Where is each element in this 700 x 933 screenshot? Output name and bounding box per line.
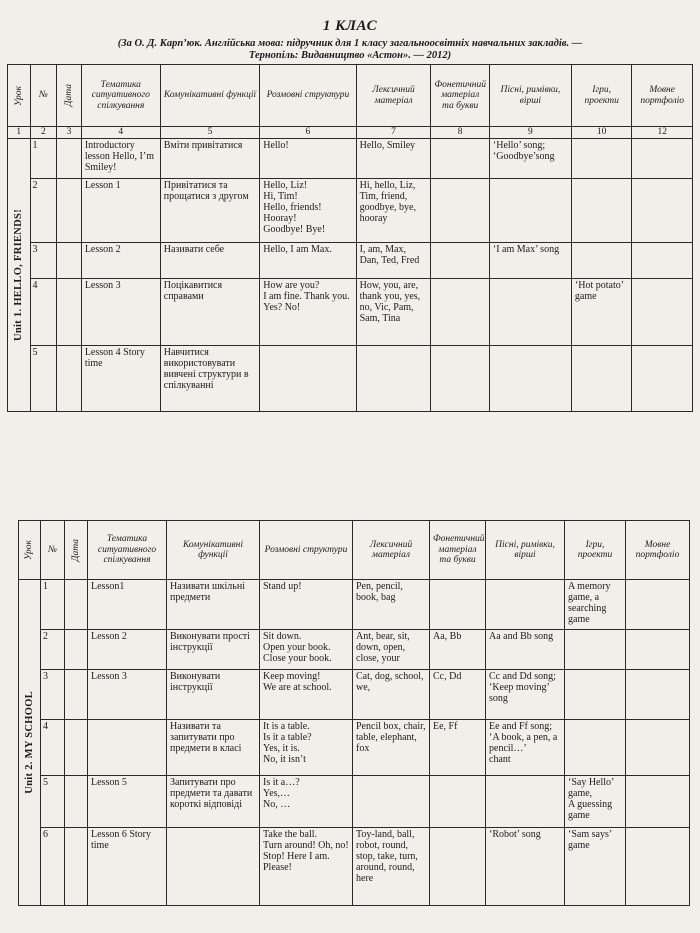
page-title: 1 КЛАС xyxy=(322,18,378,34)
functions-cell xyxy=(167,828,260,906)
header-struktury: Розмовні структури xyxy=(260,65,356,127)
functions-cell: Вміти привітатися xyxy=(160,139,259,179)
table-row xyxy=(8,346,693,412)
topic-cell: Lesson 3 xyxy=(88,670,167,720)
table-row xyxy=(19,828,690,906)
col-number: 7 xyxy=(356,127,431,139)
lexis-cell: I, am, Max, Dan, Ted, Fred xyxy=(356,243,431,279)
row-number: 4 xyxy=(41,720,65,776)
structures-cell: Sit down. Open your book. Close your book. xyxy=(260,630,353,670)
portfolio-cell xyxy=(626,630,690,670)
table-row xyxy=(19,630,690,670)
row-number: 6 xyxy=(41,828,65,906)
songs-cell: ‘Robot’ song xyxy=(486,828,565,906)
col-number: 1 xyxy=(8,127,31,139)
songs-cell: Aa and Bb song xyxy=(486,630,565,670)
header-row xyxy=(8,65,693,127)
source-citation xyxy=(80,38,620,62)
songs-cell xyxy=(489,346,571,412)
lesson-plan-table-unit-1 xyxy=(7,64,693,412)
col-number: 10 xyxy=(571,127,632,139)
lexis-cell: Pencil box, chair, table, elephant, fox xyxy=(353,720,430,776)
lexis-cell: Cat, dog, school, we, xyxy=(353,670,430,720)
functions-cell: Називати шкільні предмети xyxy=(167,580,260,630)
phonetic-cell xyxy=(431,346,489,412)
lexis-cell: Hi, hello, Liz, Tim, friend, goodbye, bye, hooray xyxy=(356,179,431,243)
table-row xyxy=(19,670,690,720)
structures-cell: Hello, I am Max. xyxy=(260,243,356,279)
unit-1-label: Unit 1. HELLO, FRIENDS! xyxy=(8,139,31,412)
phonetic-cell xyxy=(430,776,486,828)
lexis-cell xyxy=(353,776,430,828)
phonetic-cell xyxy=(430,580,486,630)
songs-cell xyxy=(486,580,565,630)
header-no: № xyxy=(30,65,57,127)
date-cell xyxy=(65,828,88,906)
row-number: 1 xyxy=(41,580,65,630)
functions-cell: Запитувати про предмети та давати короткі відповіді xyxy=(167,776,260,828)
structures-cell: It is a table. Is it a table? Yes, it is. No, it isn’t xyxy=(260,720,353,776)
col-number: 12 xyxy=(632,127,693,139)
table-row xyxy=(19,720,690,776)
date-cell xyxy=(57,139,82,179)
phonetic-cell xyxy=(431,139,489,179)
unit-2-label: Unit 2. MY SCHOOL xyxy=(19,580,41,906)
header-tematyka: Тематика ситуативного спілкування xyxy=(81,65,160,127)
date-cell xyxy=(57,279,82,346)
date-cell xyxy=(65,630,88,670)
topic-cell: Lesson 2 xyxy=(81,243,160,279)
header-funktsii: Комунікативні функції xyxy=(167,521,260,580)
functions-cell: Називати та запитувати про предмети в класі xyxy=(167,720,260,776)
functions-cell: Поцікавитися справами xyxy=(160,279,259,346)
structures-cell: Hello! xyxy=(260,139,356,179)
table-row xyxy=(19,580,690,630)
header-no: № xyxy=(41,521,65,580)
table-row xyxy=(8,279,693,346)
header-leksychnyi: Лексичний матеріал xyxy=(356,65,431,127)
header-igry: Ігри, проекти xyxy=(565,521,626,580)
songs-cell xyxy=(489,279,571,346)
header-igry: Ігри, проекти xyxy=(571,65,632,127)
phonetic-cell xyxy=(431,179,489,243)
date-cell xyxy=(65,580,88,630)
songs-cell: ‘I am Max’ song xyxy=(489,243,571,279)
col-number: 8 xyxy=(431,127,489,139)
phonetic-cell: Cc, Dd xyxy=(430,670,486,720)
row-number: 2 xyxy=(30,179,57,243)
header-portfolio: Мовне портфоліо xyxy=(626,521,690,580)
structures-cell: Hello, Liz! Hi, Tim! Hello, friends! Hooray! Goodbye! Bye! xyxy=(260,179,356,243)
header-urok: Урок xyxy=(19,521,41,580)
row-number: 3 xyxy=(41,670,65,720)
portfolio-cell xyxy=(632,179,693,243)
games-cell: ‘Say Hello’ game, A guessing game xyxy=(565,776,626,828)
header-portfolio: Мовне портфоліо xyxy=(632,65,693,127)
phonetic-cell: Ee, Ff xyxy=(430,720,486,776)
structures-cell: Take the ball. Turn around! Oh, no! Stop! Here I am. Please! xyxy=(260,828,353,906)
column-number-row xyxy=(8,127,693,139)
structures-cell: Keep moving! We are at school. xyxy=(260,670,353,720)
portfolio-cell xyxy=(626,828,690,906)
topic-cell: Lesson 1 xyxy=(81,179,160,243)
phonetic-cell xyxy=(431,279,489,346)
functions-cell: Навчитися використовувати вивчені структури в спілкуванні xyxy=(160,346,259,412)
date-cell xyxy=(57,243,82,279)
lexis-cell: Toy-land, ball, robot, round, stop, take, turn, around, round, here xyxy=(353,828,430,906)
topic-cell: Lesson 3 xyxy=(81,279,160,346)
songs-cell: Cc and Dd song; ‘Keep moving’ song xyxy=(486,670,565,720)
header-tematyka: Тематика ситуативного спілкування xyxy=(88,521,167,580)
songs-cell: Ee and Ff song; ‘A book, a pen, a pencil…’ chant xyxy=(486,720,565,776)
structures-cell: Stand up! xyxy=(260,580,353,630)
col-number: 3 xyxy=(57,127,82,139)
games-cell xyxy=(571,179,632,243)
row-number: 2 xyxy=(41,630,65,670)
portfolio-cell xyxy=(632,279,693,346)
structures-cell: Is it a…? Yes,… No, … xyxy=(260,776,353,828)
row-number: 3 xyxy=(30,243,57,279)
header-data: Дата xyxy=(65,521,88,580)
portfolio-cell xyxy=(626,580,690,630)
date-cell xyxy=(65,776,88,828)
header-urok: Урок xyxy=(8,65,31,127)
date-cell xyxy=(57,179,82,243)
col-number: 2 xyxy=(30,127,57,139)
structures-cell: How are you? I am fine. Thank you. Yes? No! xyxy=(260,279,356,346)
lexis-cell: How, you, are, thank you, yes, no, Vic, Pam, Sam, Tina xyxy=(356,279,431,346)
header-pisni: Пісні, римівки, вірші xyxy=(489,65,571,127)
functions-cell: Привітатися та прощатися з другом xyxy=(160,179,259,243)
col-number: 5 xyxy=(160,127,259,139)
portfolio-cell xyxy=(626,776,690,828)
games-cell xyxy=(565,630,626,670)
games-cell: A memory game, a searching game xyxy=(565,580,626,630)
col-number: 6 xyxy=(260,127,356,139)
lexis-cell xyxy=(356,346,431,412)
date-cell xyxy=(57,346,82,412)
portfolio-cell xyxy=(632,346,693,412)
functions-cell: Називати себе xyxy=(160,243,259,279)
games-cell: ‘Sam says’ game xyxy=(565,828,626,906)
lexis-cell: Ant, bear, sit, down, open, close, your xyxy=(353,630,430,670)
header-fonetychnyi: Фонетичний матеріал та букви xyxy=(430,521,486,580)
topic-cell: Lesson 2 xyxy=(88,630,167,670)
phonetic-cell: Aa, Bb xyxy=(430,630,486,670)
games-cell xyxy=(565,670,626,720)
portfolio-cell xyxy=(632,243,693,279)
header-data: Дата xyxy=(57,65,82,127)
songs-cell xyxy=(489,179,571,243)
songs-cell: ‘Hello’ song; ‘Goodbye’song xyxy=(489,139,571,179)
header-fonetychnyi: Фонетичний матеріал та букви xyxy=(431,65,489,127)
phonetic-cell xyxy=(430,828,486,906)
lexis-cell: Hello, Smiley xyxy=(356,139,431,179)
songs-cell xyxy=(486,776,565,828)
lesson-plan-table-unit-2 xyxy=(18,520,690,906)
games-cell xyxy=(571,139,632,179)
games-cell xyxy=(571,346,632,412)
header-leksychnyi: Лексичний матеріал xyxy=(353,521,430,580)
topic-cell: Lesson 6 Story time xyxy=(88,828,167,906)
date-cell xyxy=(65,670,88,720)
source-line-1: (За О. Д. Карп’юк. Англійська мова: підручник для 1 класу загальноосвітніх навчальних закладів. — xyxy=(117,38,583,49)
functions-cell: Виконувати прості інструкції xyxy=(167,630,260,670)
row-number: 4 xyxy=(30,279,57,346)
topic-cell: Lesson1 xyxy=(88,580,167,630)
header-funktsii: Комунікативні функції xyxy=(160,65,259,127)
portfolio-cell xyxy=(626,670,690,720)
table-row xyxy=(8,179,693,243)
header-struktury: Розмовні структури xyxy=(260,521,353,580)
header-pisni: Пісні, римівки, вірші xyxy=(486,521,565,580)
row-number: 5 xyxy=(30,346,57,412)
portfolio-cell xyxy=(632,139,693,179)
col-number: 9 xyxy=(489,127,571,139)
source-line-2: Тернопіль: Видавництво «Астон». — 2012) xyxy=(248,50,452,61)
table-row xyxy=(19,776,690,828)
topic-cell: Lesson 4 Story time xyxy=(81,346,160,412)
header-row xyxy=(19,521,690,580)
row-number: 1 xyxy=(30,139,57,179)
functions-cell: Виконувати інструкції xyxy=(167,670,260,720)
phonetic-cell xyxy=(431,243,489,279)
table-row xyxy=(8,243,693,279)
structures-cell xyxy=(260,346,356,412)
games-cell xyxy=(571,243,632,279)
topic-cell xyxy=(88,720,167,776)
topic-cell: Lesson 5 xyxy=(88,776,167,828)
row-number: 5 xyxy=(41,776,65,828)
topic-cell: Introductory lesson Hello, I’m Smiley! xyxy=(81,139,160,179)
table-row xyxy=(8,139,693,179)
col-number: 4 xyxy=(81,127,160,139)
portfolio-cell xyxy=(626,720,690,776)
games-cell: ‘Hot potato’ game xyxy=(571,279,632,346)
lexis-cell: Pen, pencil, book, bag xyxy=(353,580,430,630)
games-cell xyxy=(565,720,626,776)
date-cell xyxy=(65,720,88,776)
